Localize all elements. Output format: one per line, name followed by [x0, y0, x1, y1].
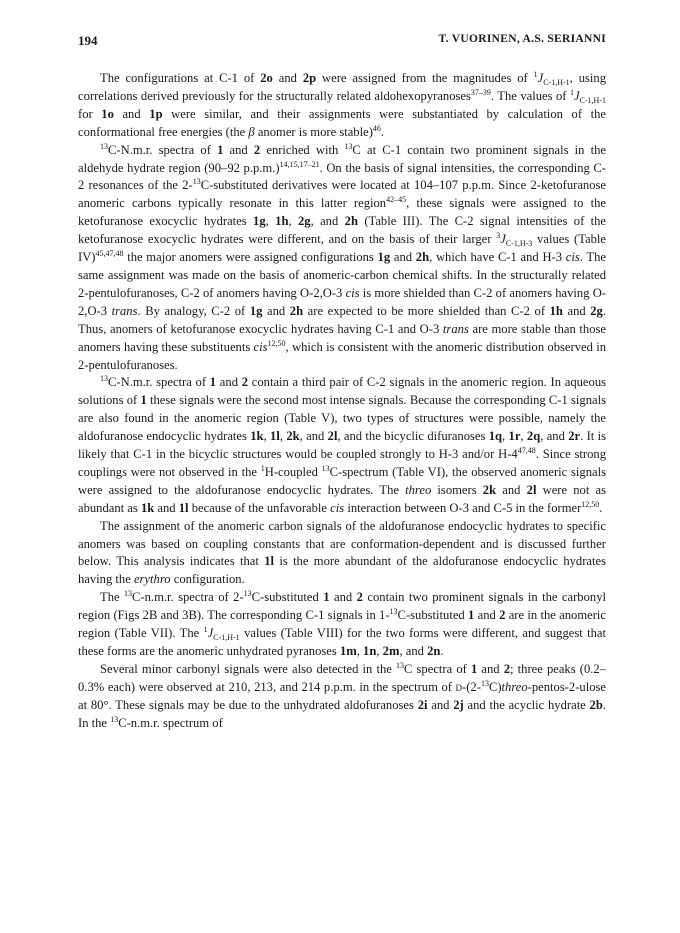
paragraph: $^{13}$C-N.m.r. spectra of 1 and 2 contain a third pair of C-2 signals in the anomeric region. In aqueous solutions of 1 these signals were the second most intense signals. Because the corresponding C-1 signals are also found in the anomeric region (Table V), two types of structures were possible, namely the aldofuranose endocyclic hydrates 1k, 1l, 2k, and 2l, and the bicyclic difuranoses 1q, 1r, 2q, and 2r. It is likely that C-1 in the bicyclic structures would be coupled strongly to H-3 and/or H-4$^{47,48}$. Since strong couplings were not observed in the $^1$H-coupled $^{13}$C-spectrum (Table VI), the observed anomeric signals were assigned to the aldofuranose endocyclic hydrates. The threo isomers 2k and 2l were not as abundant as 1k and 1l because of the unfavorable cis interaction between O-3 and C-5 in the former$^{12,50}$.	[78, 374, 607, 515]
paragraph: $^{13}$C-N.m.r. spectra of 1 and 2 enriched with $^{13}$C at C-1 contain two prominent signals in the aldehyde hydrate region (90–92 p.p.m.)$^{14,15,17-21}$. On the basis of signal intensities, the corresponding C-2 resonances of the 2-$^{13}$C-substituted derivatives were located at 104–107 p.p.m. Since 2-ketofuranose anomeric carbons typically resonate in this latter region$^{42-45}$, these signals were assigned to the ketofuranose exocyclic hydrates 1g, 1h, 2g, and 2h (Table III). The C-2 signal intensities of the ketofuranose exocyclic hydrates were different, and on the basis of their larger $^3J_{C-1,H-3}$ values (Table IV)$^{45,47,48}$ the major anomers were assigned configurations 1g and 2h, which have C-1 and H-3 cis. The same assignment was made on the basis of anomeric-carbon chemical shifts. In the structurally related 2-pentulofuranoses, C-2 of anomers having O-2,O-3 cis is more shielded than C-2 of anomers having O-2,O-3 trans. By analogy, C-2 of 1g and 2h are expected to be more shielded than C-2 of 1h and 2g. Thus, anomers of ketofuranose exocyclic hydrates having C-1 and O-3 trans are more stable than those anomers having these substituents cis$^{12,50}$, which is consistent with the anomeric distribution observed in 2-pentulofuranoses.	[78, 141, 607, 372]
page-number: 194	[78, 33, 98, 48]
paragraph: The assignment of the anomeric carbon signals of the aldofuranose endocyclic hydrates to specific anomers was based on coupling constants that are conformation-dependent and is discussed further below. This analysis indicates that 1l is the more abundant of the aldofuranose endocyclic hydrates having the erythro configuration.	[78, 518, 606, 587]
body-text	[78, 70, 606, 733]
paragraph: The $^{13}$C-n.m.r. spectra of 2-$^{13}$C-substituted 1 and 2 contain two prominent signals in the carbonyl region (Figs 2B and 3B). The corresponding C-1 signals in 1-$^{13}$C-substituted 1 and 2 are in the anomeric region (Table VII). The $^1J_{C-1,H-1}$ values (Table VIII) for the two forms were different, and suggest that these forms are the anomeric unhydrated pyranoses 1m, 1n, 2m, and 2n.	[78, 589, 607, 658]
running-head: T. VUORINEN, A.S. SERIANNI	[438, 33, 606, 45]
paragraph: Several minor carbonyl signals were also detected in the $^{13}$C spectra of 1 and 2; three peaks (0.2–0.3% each) were observed at 210, 213, and 214 p.p.m. in the spectrum of d-(2-$^{13}$C)threo-pentos-2-ulose at 80°. These signals may be due to the unhydrated aldofuranoses 2i and 2j and the acyclic hydrate 2b. In the $^{13}$C-n.m.r. spectrum of	[78, 660, 607, 730]
paragraph: The configurations at C-1 of 2o and 2p were assigned from the magnitudes of $^1J_{C-1,H-1}$, using correlations derived previously for the structurally related aldohexopyranoses$^{37-39}$. The values of $^1J_{C-1,H-1}$ for 1o and 1p were similar, and their assignments were substantiated by calculation of the conformational free energies (the β anomer is more stable)$^{46}$.	[78, 70, 607, 139]
page-header	[78, 33, 606, 49]
